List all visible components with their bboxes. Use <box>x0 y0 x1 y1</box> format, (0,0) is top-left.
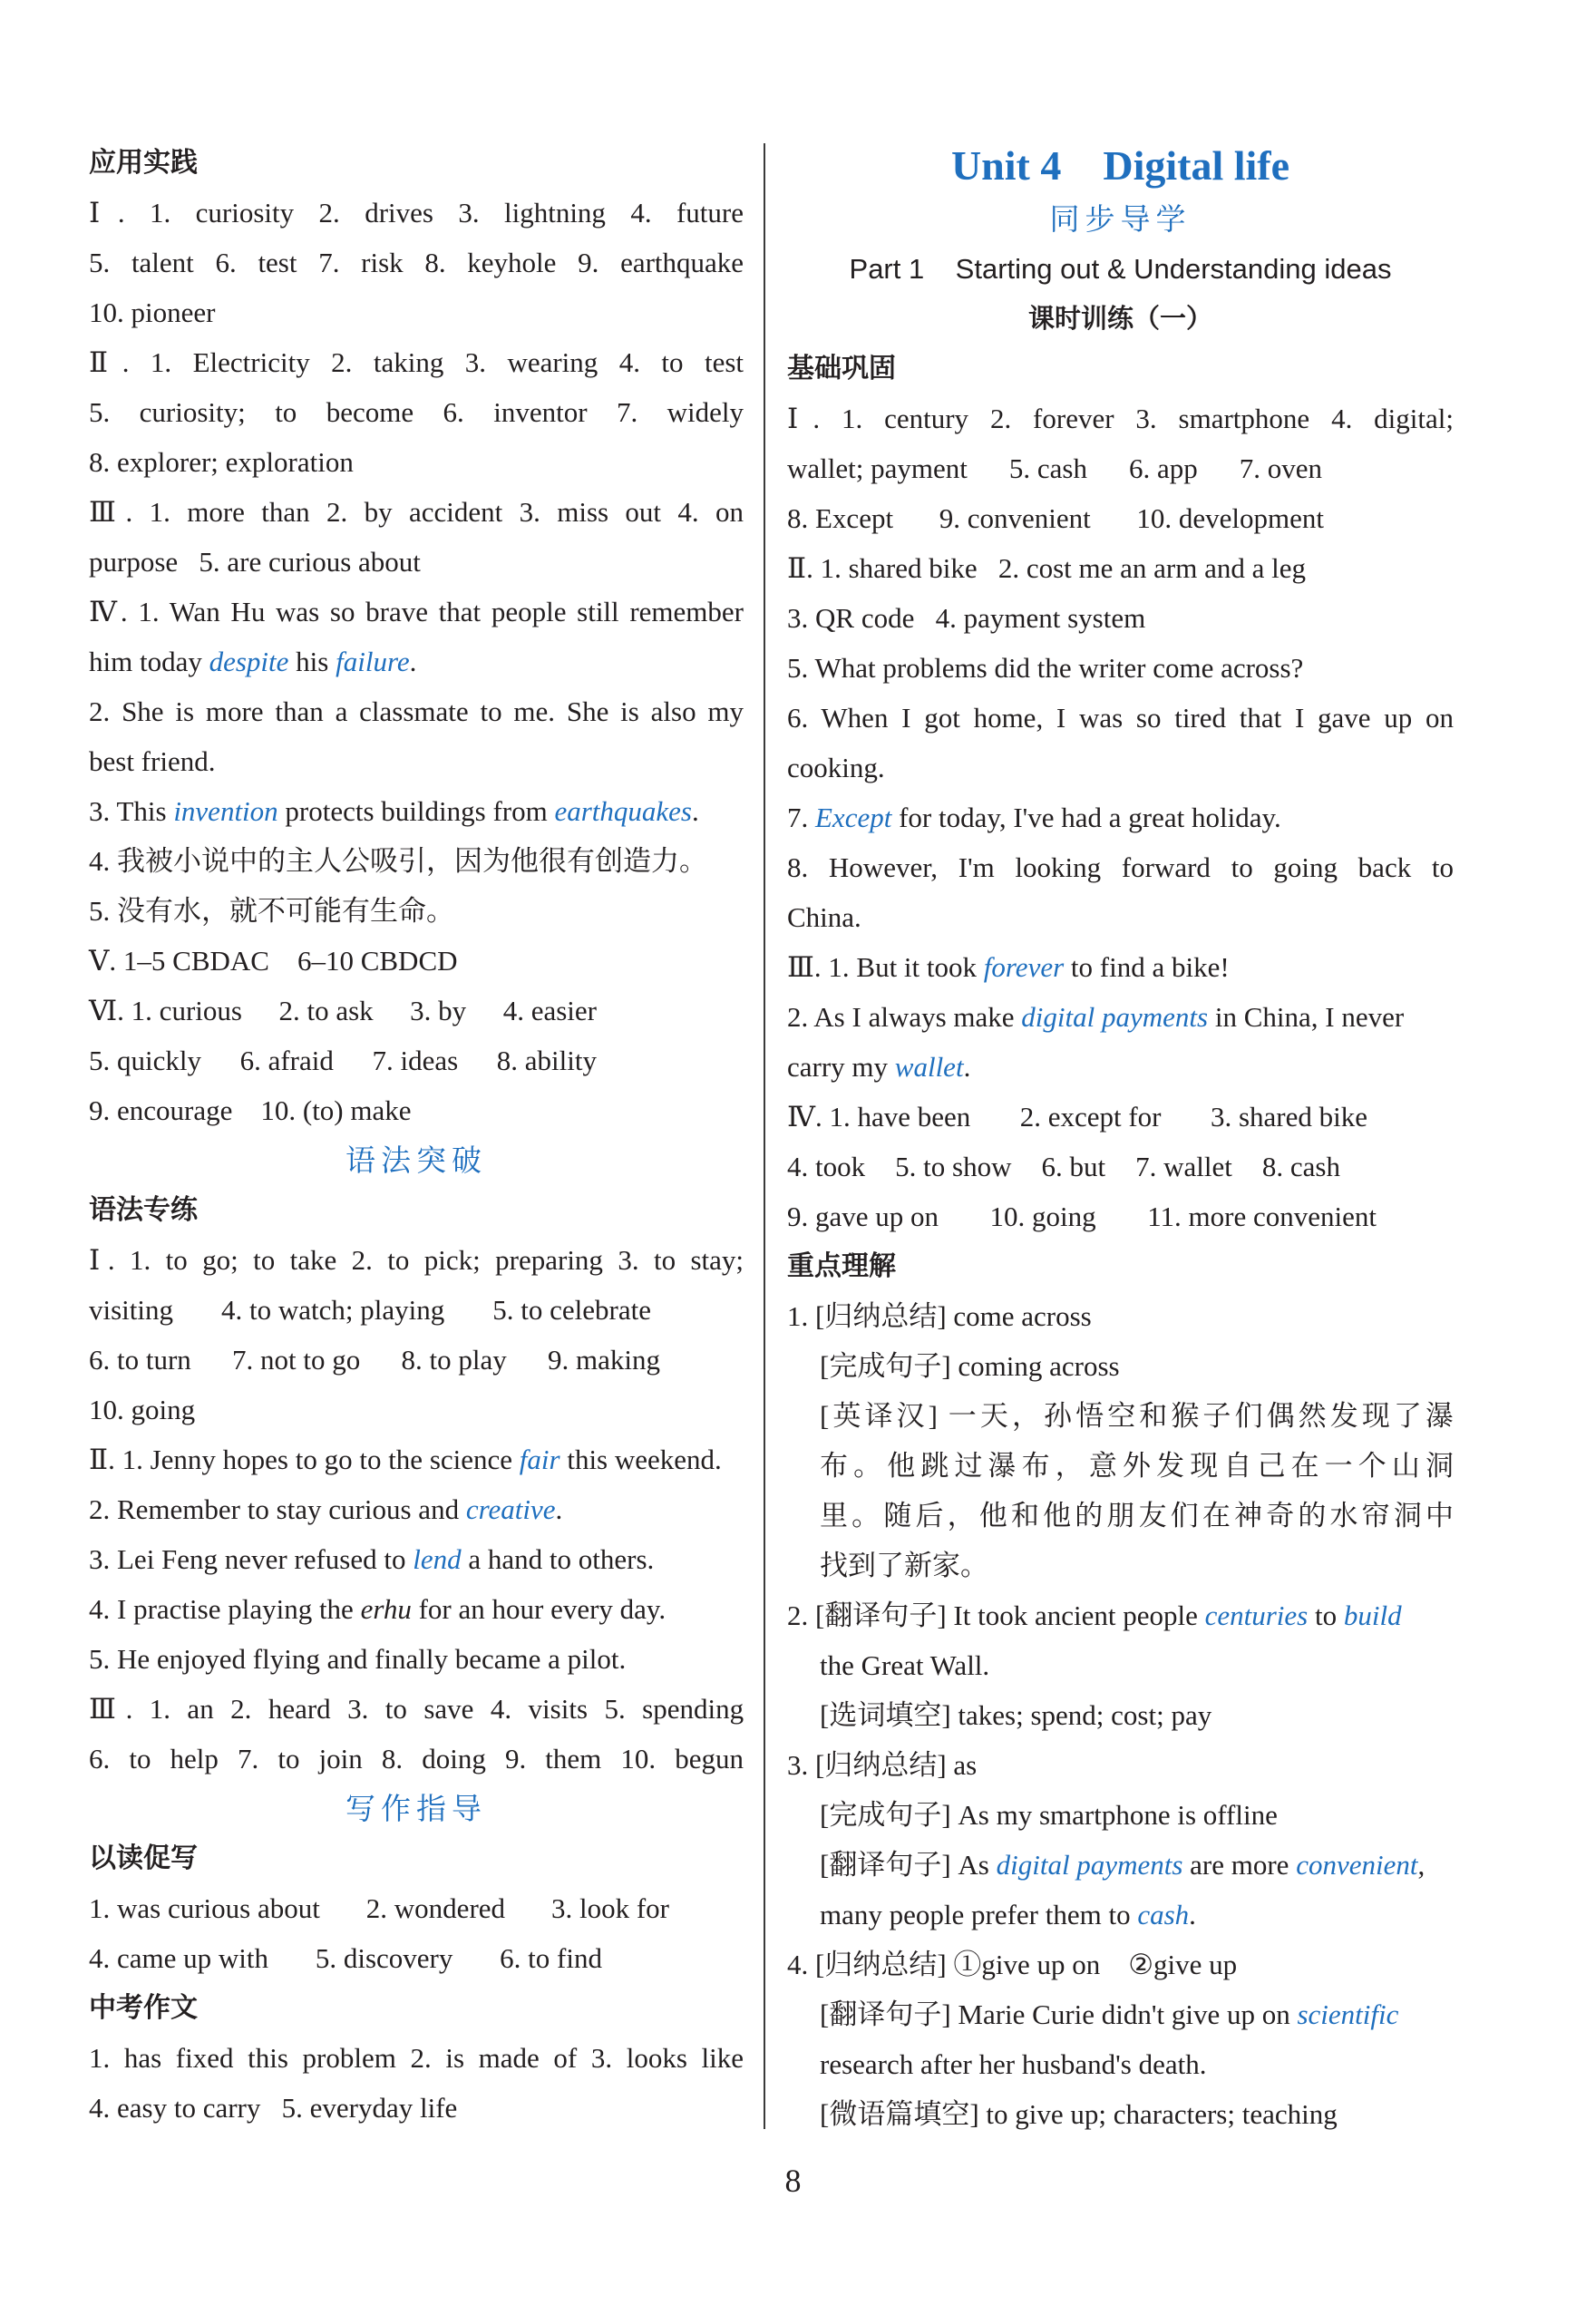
answer-line: many people prefer them to cash. <box>820 1899 1196 1930</box>
section-title: 写作指导 <box>345 1791 487 1826</box>
answer-line: carry my wallet. <box>787 1051 971 1083</box>
section-heading: 重点理解 <box>787 1250 896 1282</box>
answer-line: Ⅱ. 1. shared bike 2. cost me an arm and a leg <box>787 552 1307 584</box>
answer-line: Ⅳ. 1. have been 2. except for 3. shared bike <box>787 1101 1367 1133</box>
answer-line: [完成句子] As my smartphone is offline <box>820 1799 1278 1831</box>
section-heading: 应用实践 <box>89 147 198 179</box>
answer-line: wallet; payment 5. cash 6. app 7. oven <box>787 452 1322 484</box>
answer-line: 4. took 5. to show 6. but 7. wallet 8. cash <box>787 1151 1340 1182</box>
answer-line: China. <box>787 901 861 933</box>
lesson-title: 课时训练（一） <box>1027 303 1212 334</box>
answer-line: 8. However, I'm looking forward to going back to <box>787 851 1454 883</box>
answer-line: 3. QR code 4. payment system <box>787 602 1146 634</box>
answer-line: 10. pioneer <box>89 297 216 328</box>
answer-line: 5. He enjoyed flying and finally became a pilot. <box>89 1643 627 1675</box>
answer-line: him today despite his failure. <box>89 646 417 677</box>
page-number: 8 <box>784 2163 802 2199</box>
answer-line: [英译汉] 一天，孙悟空和猴子们偶然发现了瀑 <box>820 1400 1454 1432</box>
answer-line: best friend. <box>89 745 216 777</box>
answer-line: 1. has fixed this problem 2. is made of 3. looks like <box>89 2042 744 2074</box>
right-column <box>787 138 1454 2139</box>
answer-line: 5. talent 6. test 7. risk 8. keyhole 9. earthquake <box>89 247 744 278</box>
answer-line: visiting 4. to watch; playing 5. to celebrate <box>89 1294 651 1326</box>
answer-line: purpose 5. are curious about <box>89 546 421 578</box>
answer-line: Ⅲ. 1. an 2. heard 3. to save 4. visits 5. spending <box>89 1693 744 1725</box>
answer-line: Ⅰ. 1. century 2. forever 3. smartphone 4. digital; <box>787 403 1455 434</box>
section-title: 语法突破 <box>345 1143 487 1178</box>
answer-line: 6. to help 7. to join 8. doing 9. them 10. begun <box>89 1743 744 1775</box>
answer-line: 2. Remember to stay curious and creative. <box>89 1493 563 1525</box>
answer-line: 7. Except for today, I've had a great holiday. <box>787 802 1281 833</box>
answer-line: 5. curiosity; to become 6. inventor 7. widely <box>89 396 744 428</box>
answer-line: 3. This invention protects buildings from earthquakes. <box>89 795 699 827</box>
answer-line: [翻译句子] Marie Curie didn't give up on scientific <box>820 1998 1399 2030</box>
answer-line: 找到了新家。 <box>820 1550 988 1581</box>
answer-line: Ⅵ. 1. curious 2. to ask 3. by 4. easier <box>89 995 597 1026</box>
answer-line: 5. What problems did the writer come across? <box>787 652 1304 684</box>
answer-line: 2. She is more than a classmate to me. She is also my <box>89 695 744 727</box>
answer-line: 2. [翻译句子] It took ancient people centuries to build <box>787 1600 1402 1631</box>
column-divider <box>764 143 765 2129</box>
answer-line: Ⅲ. 1. more than 2. by accident 3. miss out 4. on <box>89 496 744 528</box>
section-heading: 基础巩固 <box>787 353 896 384</box>
answer-line: 1. [归纳总结] come across <box>787 1300 1092 1332</box>
answer-line: 5. quickly 6. afraid 7. ideas 8. ability <box>89 1045 597 1076</box>
answer-line: cooking. <box>787 752 885 783</box>
answer-line: 布。他跳过瀑布，意外发现自己在一个山洞 <box>820 1450 1454 1482</box>
section-heading: 语法专练 <box>89 1194 198 1226</box>
answer-line: 10. going <box>89 1394 196 1425</box>
answer-line: the Great Wall. <box>820 1649 990 1681</box>
answer-line: 8. Except 9. convenient 10. development <box>787 502 1324 534</box>
unit-title: Unit 4 Digital life <box>950 142 1290 189</box>
answer-line: research after her husband's death. <box>820 2048 1207 2080</box>
answer-line: 4. easy to carry 5. everyday life <box>89 2092 458 2124</box>
answer-line: Ⅱ. 1. Jenny hopes to go to the science fair this weekend. <box>89 1444 722 1475</box>
answer-line: Ⅱ. 1. Electricity 2. taking 3. wearing 4. to test <box>89 346 744 378</box>
answer-line: 6. When I got home, I was so tired that I gave up on <box>787 702 1454 734</box>
answer-line: [翻译句子] As digital payments are more convenient, <box>820 1849 1425 1881</box>
answer-line: 4. came up with 5. discovery 6. to find <box>89 1942 602 1974</box>
answer-line: Ⅲ. 1. But it took forever to find a bike! <box>787 951 1230 983</box>
left-column <box>89 138 744 2133</box>
answer-line: 8. explorer; exploration <box>89 446 354 478</box>
answer-line: 5. 没有水，就不可能有生命。 <box>89 895 454 927</box>
answer-line: 6. to turn 7. not to go 8. to play 9. making <box>89 1344 660 1376</box>
answer-line: 4. [归纳总结] ①give up on ②give up <box>787 1949 1238 1980</box>
section-title: 同步导学 <box>1049 201 1192 237</box>
answer-line: 3. Lei Feng never refused to lend a hand to others. <box>89 1543 655 1575</box>
answer-line: 里。随后，他和他的朋友们在神奇的水帘洞中 <box>820 1500 1454 1532</box>
section-heading: 中考作文 <box>89 1992 198 2024</box>
answer-line: Ⅴ. 1–5 CBDAC 6–10 CBDCD <box>89 945 458 977</box>
answer-line: 4. 我被小说中的主人公吸引，因为他很有创造力。 <box>89 845 707 877</box>
answer-line: 9. gave up on 10. going 11. more convenient <box>787 1201 1377 1232</box>
answer-line: [选词填空] takes; spend; cost; pay <box>820 1699 1212 1731</box>
answer-line: 1. was curious about 2. wondered 3. look for <box>89 1892 669 1924</box>
part-title: Part 1 Starting out & Understanding ideas <box>849 253 1392 285</box>
answer-line: 4. I practise playing the erhu for an hour every day. <box>89 1593 667 1625</box>
section-heading: 以读促写 <box>89 1843 198 1874</box>
answer-line: Ⅰ. 1. to go; to take 2. to pick; preparing 3. to stay; <box>89 1244 744 1276</box>
answer-line: Ⅳ. 1. Wan Hu was so brave that people still remember <box>89 596 744 627</box>
answer-line: [微语篇填空] to give up; characters; teaching <box>820 2098 1338 2130</box>
answer-line: 3. [归纳总结] as <box>787 1749 978 1781</box>
answer-line: 9. encourage 10. (to) make <box>89 1094 412 1126</box>
answer-line: [完成句子] coming across <box>820 1350 1120 1382</box>
answer-line: Ⅰ. 1. curiosity 2. drives 3. lightning 4. future <box>89 197 744 229</box>
answer-line: 2. As I always make digital payments in China, I never <box>787 1001 1405 1033</box>
